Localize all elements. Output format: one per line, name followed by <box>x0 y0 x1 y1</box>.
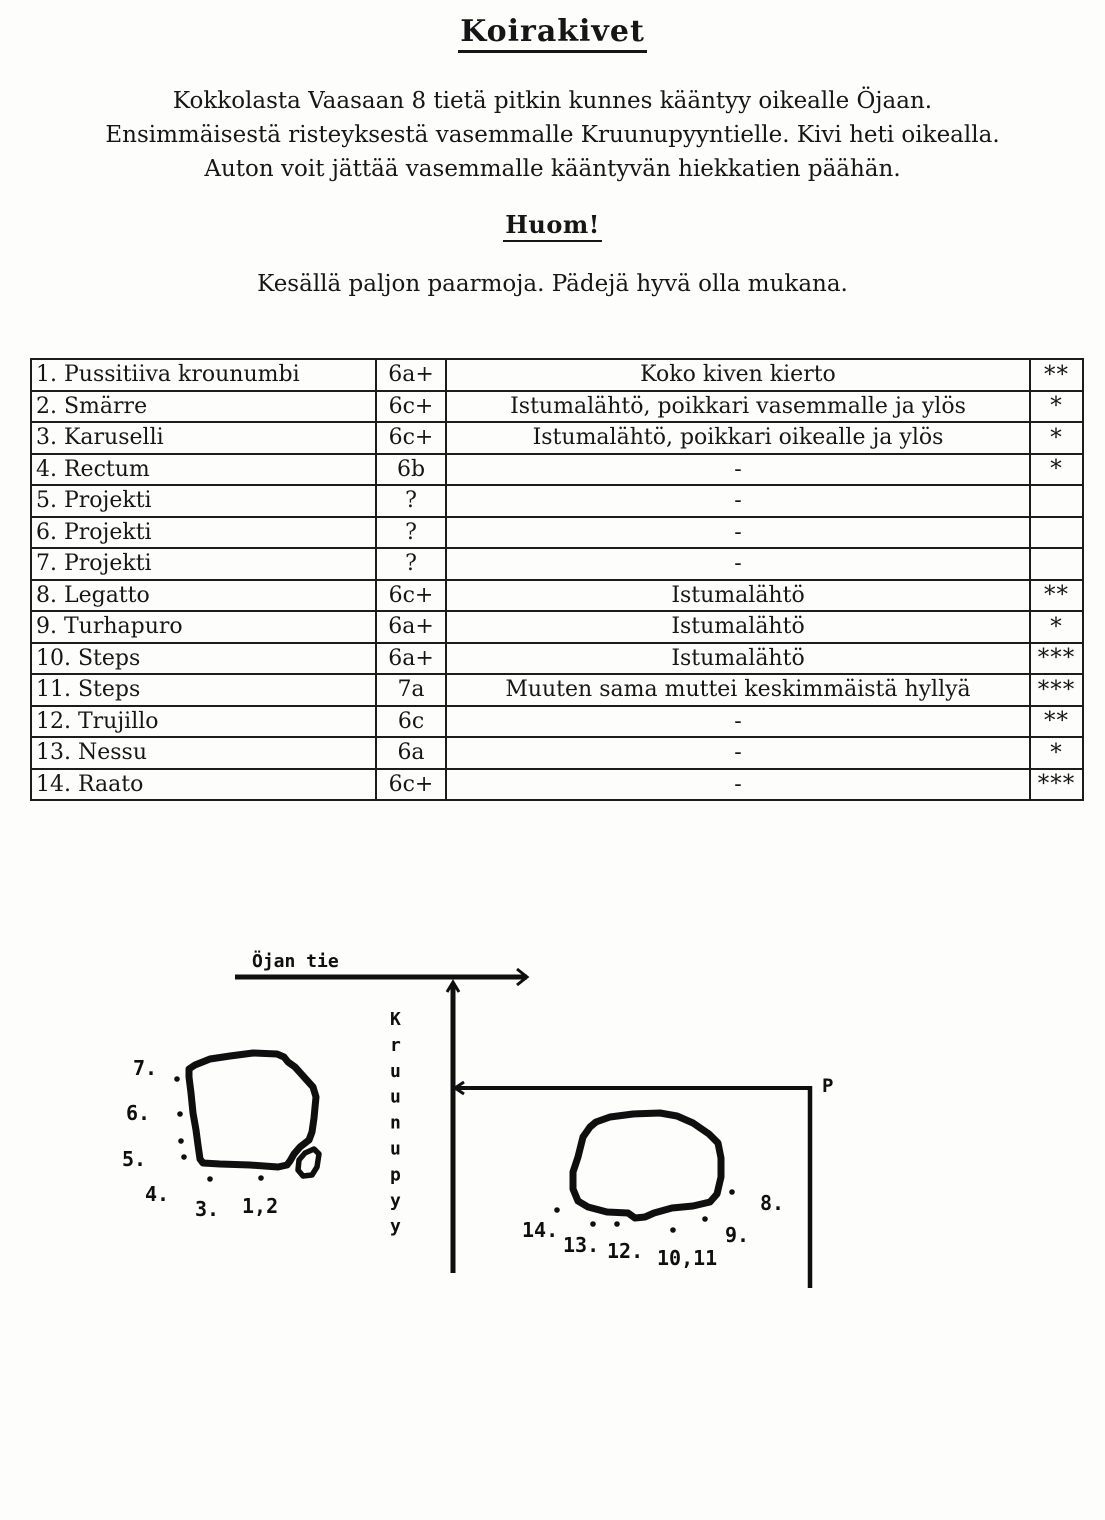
route-name-cell: 3. Karuselli <box>31 422 376 454</box>
route-dot-9 <box>702 1216 708 1222</box>
route-name-cell: 6. Projekti <box>31 517 376 549</box>
route-stars-cell: * <box>1030 737 1083 769</box>
route-stars-cell: ** <box>1030 706 1083 738</box>
route-dot-7 <box>174 1076 180 1082</box>
route-dot-5b <box>178 1138 184 1144</box>
route-label-8: 8. <box>760 1191 785 1215</box>
boulder1-outline <box>189 1053 316 1167</box>
route-grade-cell: 6a+ <box>376 359 446 391</box>
route-label-14: 14. <box>522 1218 559 1242</box>
route-dot-10-11 <box>670 1227 676 1233</box>
route-name-cell: 10. Steps <box>31 643 376 675</box>
directions-line-2: Ensimmäisestä risteyksestä vasemmalle Kruunupyyntielle. Kivi heti oikealla. <box>105 122 1000 148</box>
route-desc-cell: - <box>446 454 1030 486</box>
page-title-text: Koirakivet <box>458 14 647 53</box>
route-desc-cell: Istumalähtö <box>446 611 1030 643</box>
route-name-cell: 4. Rectum <box>31 454 376 486</box>
route-name-cell: 1. Pussitiiva krounumbi <box>31 359 376 391</box>
route-stars-cell: *** <box>1030 769 1083 801</box>
route-grade-cell: ? <box>376 485 446 517</box>
route-stars-cell: *** <box>1030 643 1083 675</box>
route-dot-5 <box>181 1154 187 1160</box>
directions-line-1: Kokkolasta Vaasaan 8 tietä pitkin kunnes kääntyy oikealle Öjaan. <box>172 88 933 114</box>
route-label-6: 6. <box>126 1101 151 1125</box>
route-grade-cell: 6b <box>376 454 446 486</box>
ojan-tie-label: Öjan tie <box>252 951 339 972</box>
route-label-3: 3. <box>195 1197 220 1221</box>
route-grade-cell: 6a+ <box>376 643 446 675</box>
route-dot-8 <box>729 1189 735 1195</box>
route-desc-cell: Istumalähtö <box>446 580 1030 612</box>
route-stars-cell: * <box>1030 422 1083 454</box>
route-desc-cell: Koko kiven kierto <box>446 359 1030 391</box>
kruunupyy-road-label: K r u u n u p y y <box>390 1009 401 1238</box>
directions-line-3: Auton voit jättää vasemmalle kääntyvän hiekkatien päähän. <box>204 156 901 182</box>
route-grade-cell: 6c+ <box>376 391 446 423</box>
route-name-cell: 5. Projekti <box>31 485 376 517</box>
route-desc-cell: - <box>446 517 1030 549</box>
route-label-9: 9. <box>725 1223 750 1247</box>
route-label-10-11: 10,11 <box>657 1246 718 1270</box>
route-dot-13 <box>590 1221 596 1227</box>
route-grade-cell: 7a <box>376 674 446 706</box>
route-label-13: 13. <box>563 1233 600 1257</box>
route-name-cell: 7. Projekti <box>31 548 376 580</box>
route-stars-cell: * <box>1030 391 1083 423</box>
route-name-cell: 13. Nessu <box>31 737 376 769</box>
route-stars-cell: ** <box>1030 580 1083 612</box>
route-dot-6 <box>177 1111 183 1117</box>
route-desc-cell: - <box>446 737 1030 769</box>
route-grade-cell: 6c+ <box>376 580 446 612</box>
route-dot-14 <box>554 1207 560 1213</box>
route-name-cell: 8. Legatto <box>31 580 376 612</box>
route-desc-cell: Istumalähtö, poikkari oikealle ja ylös <box>446 422 1030 454</box>
route-grade-cell: 6c+ <box>376 769 446 801</box>
route-desc-cell: Istumalähtö, poikkari vasemmalle ja ylös <box>446 391 1030 423</box>
route-label-4: 4. <box>145 1182 170 1206</box>
route-label-1-2: 1,2 <box>242 1194 279 1218</box>
note-text: Kesällä paljon paarmoja. Pädejä hyvä olla mukana. <box>257 271 848 297</box>
parking-label: P <box>822 1075 834 1097</box>
route-desc-cell: - <box>446 548 1030 580</box>
route-grade-cell: 6a <box>376 737 446 769</box>
route-stars-cell: * <box>1030 611 1083 643</box>
route-desc-cell: - <box>446 485 1030 517</box>
route-grade-cell: 6c+ <box>376 422 446 454</box>
route-desc-cell: - <box>446 706 1030 738</box>
route-grade-cell: 6a+ <box>376 611 446 643</box>
route-grade-cell: 6c <box>376 706 446 738</box>
route-grade-cell: ? <box>376 517 446 549</box>
route-name-cell: 2. Smärre <box>31 391 376 423</box>
route-desc-cell: Istumalähtö <box>446 643 1030 675</box>
route-dot-12 <box>258 1175 264 1181</box>
route-desc-cell: - <box>446 769 1030 801</box>
route-name-cell: 12. Trujillo <box>31 706 376 738</box>
note-heading-text: Huom! <box>503 210 602 242</box>
route-label-5: 5. <box>122 1147 147 1171</box>
route-label-7: 7. <box>133 1056 158 1080</box>
boulder1-small-rock-outline <box>298 1149 319 1176</box>
route-desc-cell: Muuten sama muttei keskimmäistä hyllyä <box>446 674 1030 706</box>
route-name-cell: 9. Turhapuro <box>31 611 376 643</box>
route-name-cell: 11. Steps <box>31 674 376 706</box>
route-dot-12b <box>614 1221 620 1227</box>
route-dot-3 <box>207 1176 213 1182</box>
route-name-cell: 14. Raato <box>31 769 376 801</box>
route-stars-cell: * <box>1030 454 1083 486</box>
boulder2-outline <box>573 1113 721 1218</box>
route-grade-cell: ? <box>376 548 446 580</box>
route-stars-cell: ** <box>1030 359 1083 391</box>
route-stars-cell: *** <box>1030 674 1083 706</box>
route-label-12: 12. <box>607 1239 644 1263</box>
